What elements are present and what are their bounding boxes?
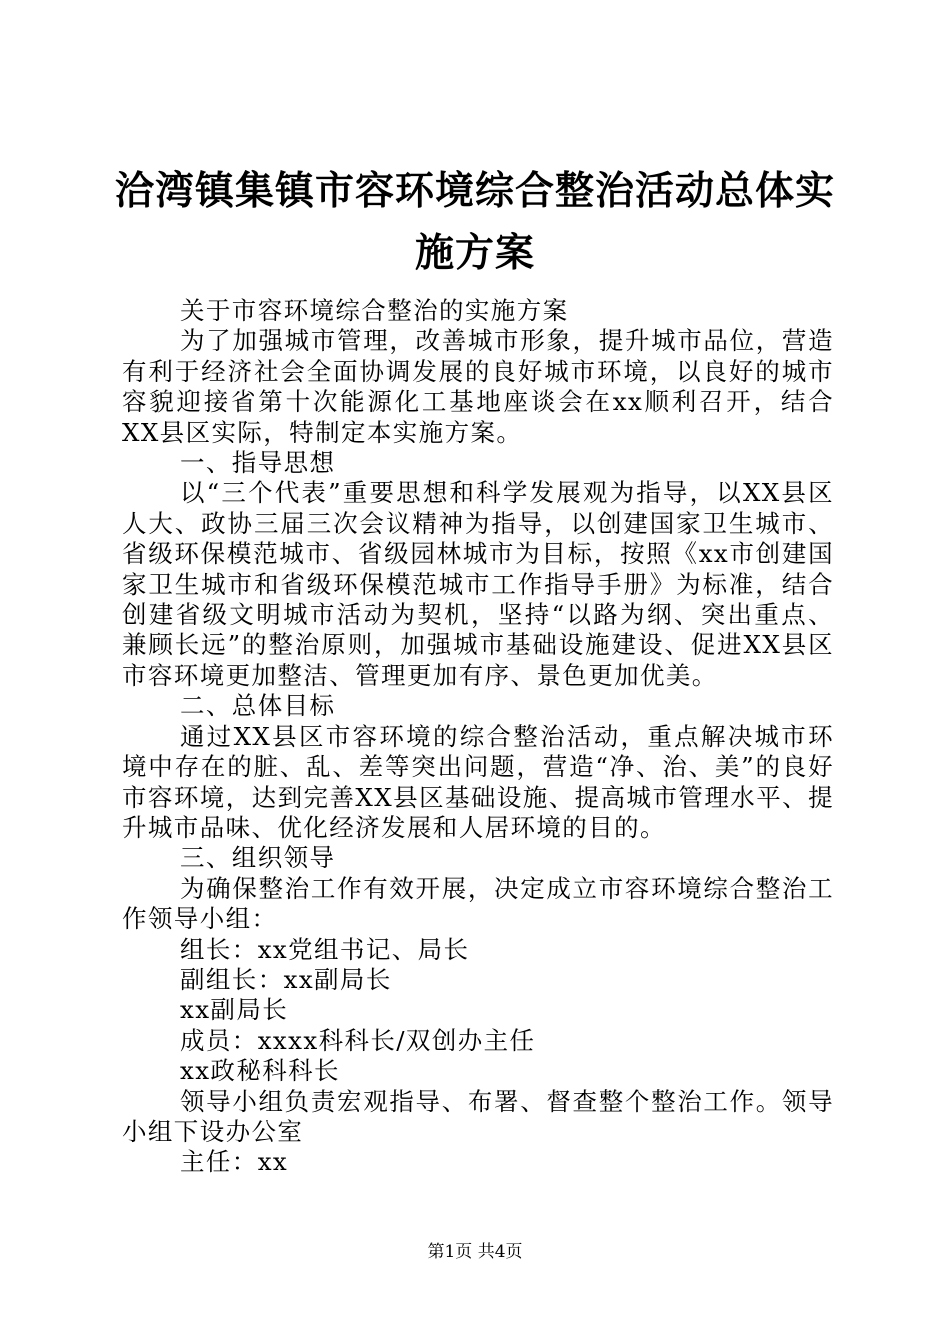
paragraph-organization: 为确保整治工作有效开展，决定成立市容环境综合整治工作领导小组： <box>122 873 834 934</box>
page-number: 第1页 共4页 <box>427 1242 523 1262</box>
line-group-leader: 组长：xx党组书记、局长 <box>180 934 470 964</box>
line-section-chief: xx政秘科科长 <box>180 1056 340 1086</box>
heading-guiding-thought: 一、指导思想 <box>180 448 336 478</box>
paragraph-intro: 为了加强城市管理，改善城市形象，提升城市品位，营造有利于经济社会全面协调发展的良好城市环境，以良好的城市容貌迎接省第十次能源化工基地座谈会在xx顺利召开，结合XX县区实际，特制定本实施方案。 <box>122 326 834 447</box>
line-deputy-director: xx副局长 <box>180 995 289 1025</box>
heading-overall-goal: 二、总体目标 <box>180 691 336 721</box>
paragraph-subtitle: 关于市容环境综合整治的实施方案 <box>180 296 569 325</box>
line-deputy-leader: 副组长：xx副局长 <box>180 964 392 994</box>
heading-organization: 三、组织领导 <box>180 843 336 873</box>
paragraph-guiding-thought: 以“三个代表”重要思想和科学发展观为指导，以XX县区人大、政协三届三次会议精神为指导，以创建国家卫生城市、省级环保模范城市、省级园林城市为目标，按照《xx市创建国家卫生城市和省级环保模范城市工作指导手册》为标准，结合创建省级文明城市活动为契机，坚持“以路为纲、突出重点、兼顾长远”的整治原则，加强城市基础设施建设、促进XX县区市容环境更加整洁、管理更加有序、景色更加优美。 <box>122 478 834 690</box>
document-body <box>122 296 834 1178</box>
line-members: 成员：xxxx科科长/双创办主任 <box>180 1025 536 1055</box>
paragraph-overall-goal: 通过XX县区市容环境的综合整治活动，重点解决城市环境中存在的脏、乱、差等突出问题，营造“净、治、美”的良好市容环境，达到完善XX县区基础设施、提高城市管理水平、提升城市品味、优化经济发展和人居环境的目的。 <box>122 721 834 842</box>
document-title: 洽湾镇集镇市容环境综合整治活动总体实施方案 <box>114 168 835 276</box>
paragraph-group-duty: 领导小组负责宏观指导、布署、督查整个整治工作。领导小组下设办公室 <box>122 1086 834 1146</box>
line-director: 主任：xx <box>180 1147 289 1177</box>
